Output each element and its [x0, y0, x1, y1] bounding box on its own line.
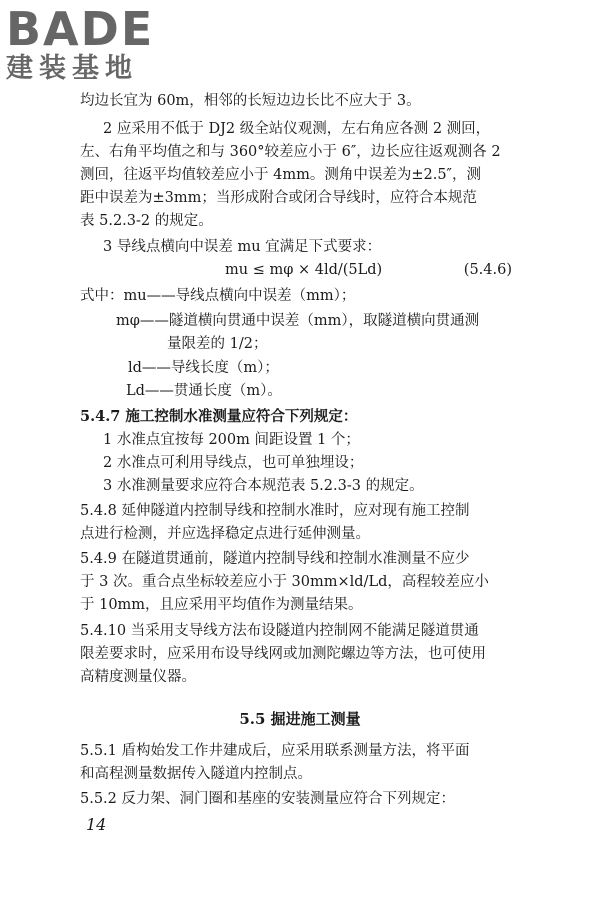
- text-line: ld——导线长度（m）；: [128, 360, 279, 376]
- logo-wordmark: BADE: [6, 2, 155, 56]
- text-line: mφ——隧道横向贯通中误差（mm），取隧道横向贯通测: [116, 313, 480, 329]
- text-line: 表 5.2.3-2 的规定。: [80, 213, 213, 229]
- text-line: 1 水准点宜按每 200m 间距设置 1 个；: [103, 432, 360, 448]
- text-line: 量限差的 1/2；: [167, 336, 268, 352]
- clause-text: 5.4.10 当采用支导线方法布设隧道内控制网不能满足隧道贯通: [80, 623, 479, 639]
- text-line: 高精度测量仪器。: [80, 669, 196, 685]
- text-line: 于 3 次。重合点坐标较差应小于 30mm×ld/Ld，高程较差应小: [80, 574, 489, 590]
- text-line: 3 水准测量要求应符合本规范表 5.2.3-3 的规定。: [103, 478, 424, 494]
- formula: mu ≤ mφ × 4ld/(5Ld): [225, 262, 383, 278]
- clause-heading: 5.4.7 施工控制水准测量应符合下列规定：: [80, 408, 358, 425]
- clause-text: 5.4.9 在隧道贯通前，隧道内控制导线和控制水准测量不应少: [80, 551, 470, 567]
- text-line: 式中：mu——导线点横向中误差（mm）；: [80, 288, 356, 304]
- logo: [6, 2, 196, 90]
- text-line: 点进行检测，并应选择稳定点进行延伸测量。: [80, 526, 370, 542]
- logo-subtitle: 建装基地: [6, 53, 138, 84]
- text-line: 于 10mm，且应采用平均值作为测量结果。: [80, 597, 363, 613]
- text-line: 测回，往返平均值较差应小于 4mm。测角中误差为±2.5″，测: [80, 167, 481, 183]
- text-line: 限差要求时，应采用布设导线网或加测陀螺边等方法，也可使用: [80, 646, 486, 662]
- text-line: 和高程测量数据传入隧道内控制点。: [80, 766, 312, 782]
- text-line: 3 导线点横向中误差 mu 宜满足下式要求：: [103, 239, 382, 255]
- text-line: 距中误差为±3mm；当形成附合或闭合导线时，应符合本规范: [80, 190, 477, 206]
- page-number: 14: [86, 815, 107, 834]
- text-line: Ld——贯通长度（m）。: [126, 383, 282, 399]
- text-line: 2 水准点可利用导线点，也可单独埋设；: [103, 455, 364, 471]
- text-line: 左、右角平均值之和与 360°较差应小于 6″，边长应往返观测各 2: [80, 144, 501, 160]
- clause-text: 5.5.1 盾构始发工作井建成后，应采用联系测量方法，将平面: [80, 743, 470, 759]
- text-line: 2 应采用不低于 DJ2 级全站仪观测，左右角应各测 2 测回，: [103, 121, 491, 137]
- section-heading: 5.5 掘进施工测量: [239, 710, 361, 728]
- clause-text: 5.5.2 反力架、洞门圈和基座的安装测量应符合下列规定：: [80, 791, 456, 807]
- equation-number: (5.4.6): [463, 262, 512, 278]
- clause-text: 5.4.8 延伸隧道内控制导线和控制水准时，应对现有施工控制: [80, 503, 470, 519]
- text-line: 均边长宜为 60m，相邻的长短边边长比不应大于 3。: [80, 93, 421, 109]
